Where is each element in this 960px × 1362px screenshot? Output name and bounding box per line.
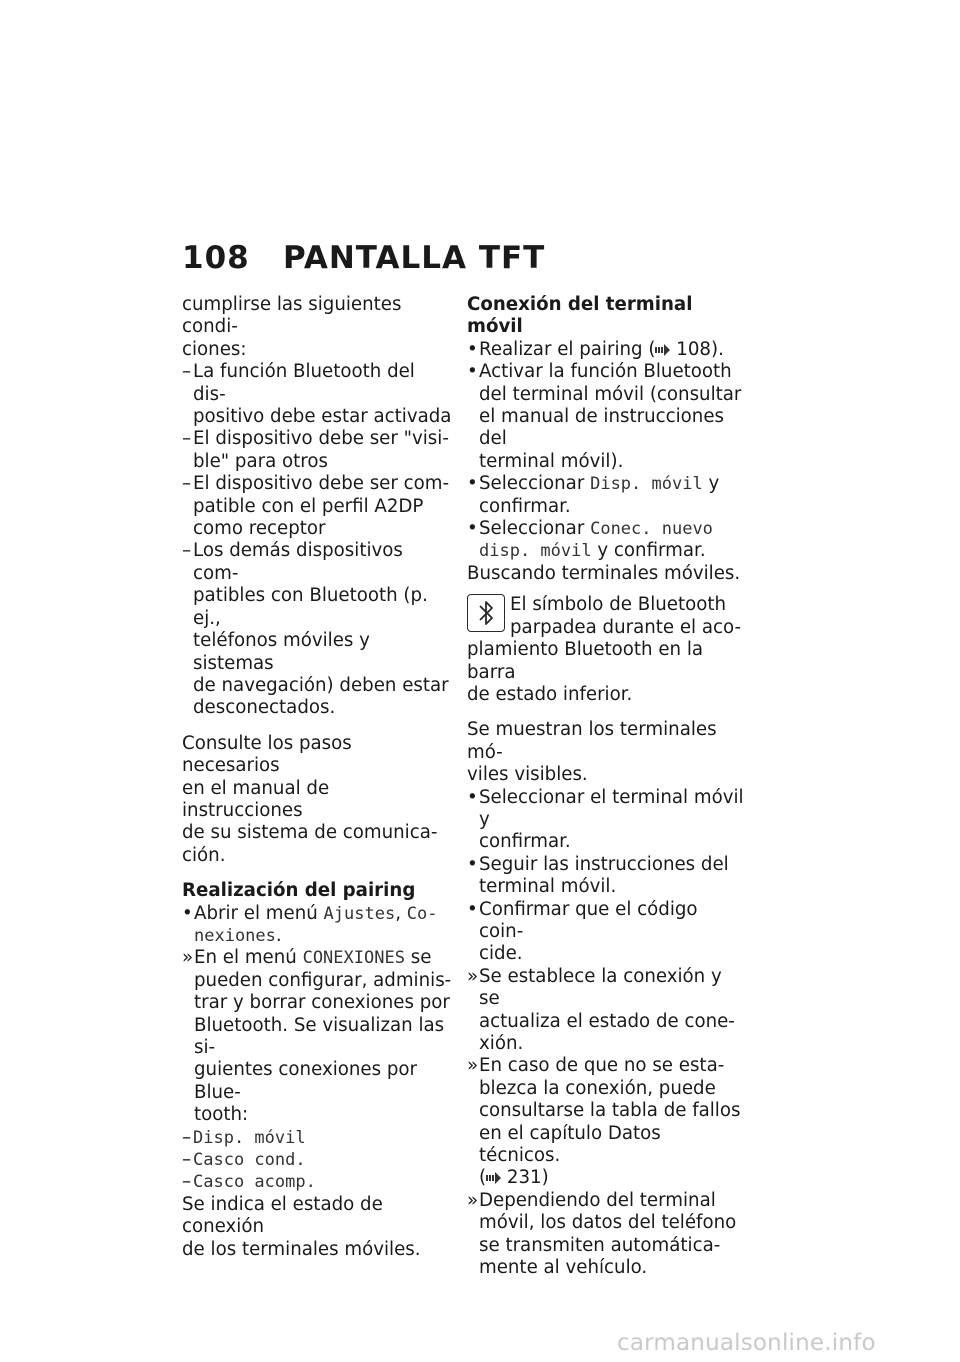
condition-item: – Los demás dispositivos com- patibles con Bluetooth (p. ej., teléfonos móviles y sistemas de navegación) deben estar desconectados. <box>182 540 449 719</box>
connect-step: • Seleccionar Disp. móvil y confirmar. <box>467 473 720 517</box>
connect-step: • Seguir las instrucciones del terminal móvil. <box>467 853 729 898</box>
pairing-result: » En el menú CONEXIONES se pueden configurar, adminis- trar y borrar conexiones por Bluetooth. Se visualizan las si- guientes conexiones por Blue- tooth: <box>182 947 452 1126</box>
connect-result: » En caso de que no se esta- blezca la conexión, puede consultarse la tabla de fallos en el capítulo Datos técnicos. ( 231) <box>467 1055 741 1189</box>
menu-conexiones-caps: CONEXIONES <box>302 948 405 969</box>
shown-line: Se muestran los terminales mó- <box>467 719 717 763</box>
consult-line: en el manual de instrucciones <box>182 777 330 821</box>
watermark: carmanualsonline.info <box>617 1330 876 1356</box>
connection-item: – Casco acomp. <box>182 1171 316 1193</box>
condition-item: – El dispositivo debe ser "visi- ble" para otros <box>182 428 449 472</box>
menu-conexiones: Co- <box>406 903 438 924</box>
bluetooth-note: El símbolo de Bluetooth parpadea durante el aco- plamiento Bluetooth en la barra de estado inferior. <box>467 594 742 705</box>
pairing-step: • Abrir el menú Ajustes, Co- nexiones. <box>182 902 438 946</box>
page-ref-arrow-icon <box>655 344 670 356</box>
connect-step: • Realizar el pairing ( 108). <box>467 338 724 360</box>
status-line: Se indica el estado de conexión <box>182 1193 383 1238</box>
page-ref: 108 <box>676 338 711 360</box>
intro-line: cumplirse las siguientes condi- <box>182 294 402 338</box>
bluetooth-icon <box>467 594 505 632</box>
connection-item: – Disp. móvil <box>182 1126 306 1148</box>
menu-conec-nuevo: Conec. nuevo <box>590 519 713 540</box>
page-number: 108 <box>182 240 250 276</box>
condition-item: – La función Bluetooth del dis- positivo debe estar activada <box>182 361 452 428</box>
page-ref: 231 <box>506 1167 542 1189</box>
status-line: de los terminales móviles. <box>182 1238 421 1260</box>
bullet-marker: • <box>182 902 193 924</box>
shown-line: viles visibles. <box>467 764 588 786</box>
menu-ajustes: Ajustes <box>323 903 396 924</box>
connect-result: » Dependiendo del terminal móvil, los datos del teléfono se transmiten automática- mente al vehículo. <box>467 1189 737 1279</box>
intro-line: ciones: <box>182 338 247 360</box>
result-marker: » <box>182 947 194 969</box>
page-ref-arrow-icon <box>486 1172 501 1184</box>
dash-marker: – <box>182 540 192 562</box>
connection-heading: Conexión del terminal móvil <box>467 294 693 338</box>
right-column <box>467 294 747 1279</box>
connect-step: • Confirmar que el código coin- cide. <box>467 898 698 965</box>
section-title: PANTALLA TFT <box>283 240 546 276</box>
connect-result: » Se establece la conexión y se actualiza el estado de cone- xión. <box>467 965 735 1054</box>
dash-marker: – <box>182 428 192 450</box>
pairing-heading: Realización del pairing <box>182 880 416 902</box>
dash-marker: – <box>182 361 192 383</box>
consult-line: ción. <box>182 844 226 866</box>
connect-step: • Seleccionar el terminal móvil y confirmar. <box>467 786 744 853</box>
menu-disp-movil: Disp. móvil <box>590 474 703 495</box>
connection-item: – Casco cond. <box>182 1149 306 1171</box>
searching-line: Buscando terminales móviles. <box>467 562 741 584</box>
consult-line: de su sistema de comunica- <box>182 822 438 844</box>
consult-line: Consulte los pasos necesarios <box>182 732 352 777</box>
connect-step: • Seleccionar Conec. nuevo disp. móvil y confirmar. <box>467 518 713 562</box>
condition-item: – El dispositivo debe ser com- patible con el perfil A2DP como receptor <box>182 473 450 540</box>
connect-step: • Activar la función Bluetooth del terminal móvil (consultar el manual de instrucciones del terminal móvil). <box>467 361 742 472</box>
left-column <box>182 294 452 1261</box>
dash-marker: – <box>182 473 192 495</box>
